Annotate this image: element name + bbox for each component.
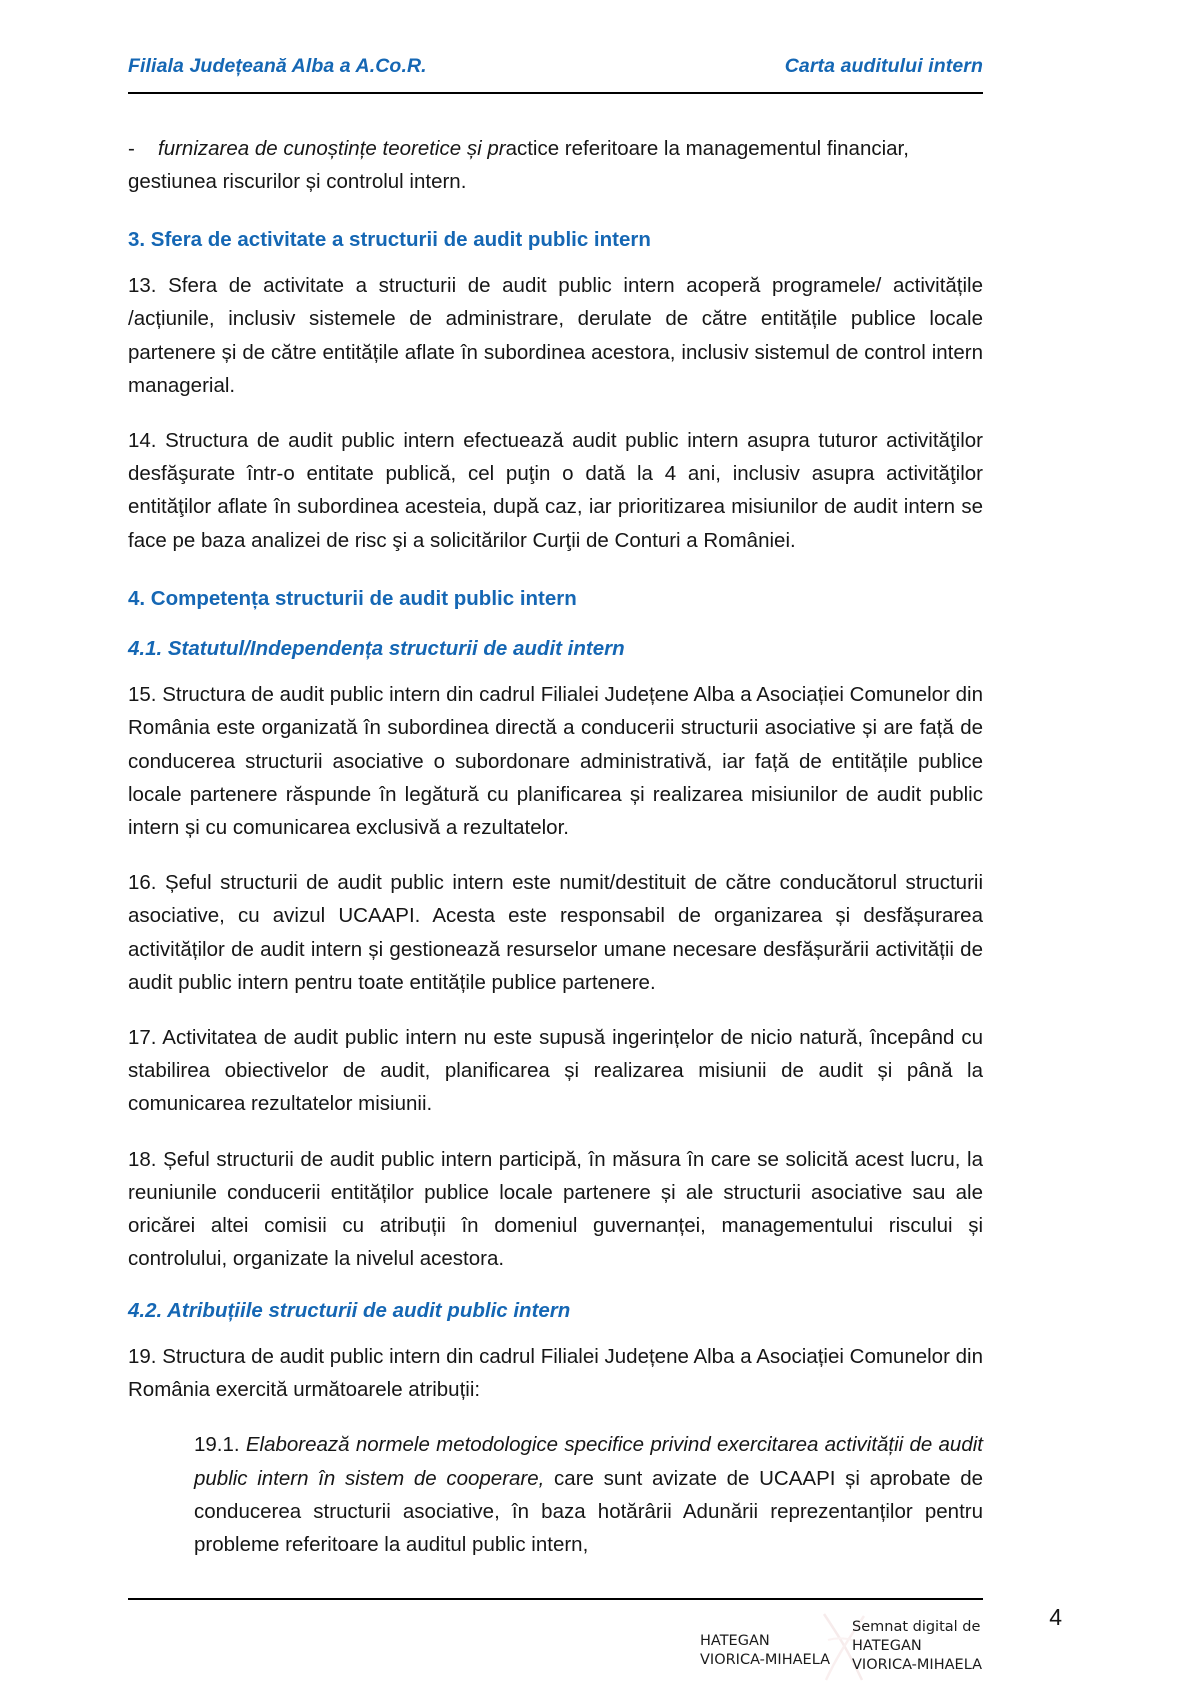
- header-divider: [128, 92, 983, 94]
- bullet-dash-marker: -: [128, 137, 135, 160]
- section-subheading-4-2: 4.2. Atribuțiile structurii de audit public intern: [128, 1299, 571, 1323]
- paragraph-17: 17. Activitatea de audit public intern nu este supusă ingerințelor de nicio natură, începând cu stabilirea obiectivelor de audit, planificarea și realizarea misiunii de audit și până la comunicarea rezultatelor misiunii.: [128, 1025, 983, 1116]
- header-organization-title: Filiala Județeană Alba a A.Co.R.: [128, 55, 427, 77]
- paragraph-18: 18. Șeful structurii de audit public intern participă, în măsura în care se solicită acest lucru, la reuniunile conducerii entităților publice locale partenere și ale structurii asociative sau ale oricărei altei comisii cu atribuții în domeniul guvernanței, managementului riscului și controlului, organizate la nivelul acestora.: [128, 1147, 983, 1271]
- page-header: [128, 55, 983, 78]
- paragraph-19: 19. Structura de audit public intern din cadrul Filialei Județene Alba a Asociației Comunelor din România exercită următoarele atribuții:: [128, 1345, 983, 1402]
- signature-signer-name: [700, 1632, 850, 1670]
- paragraph-16: 16. Șeful structurii de audit public intern este numit/destituit de către conducătorul structurii asociative, cu avizul UCAAPI. Acesta este responsabil de organizarea și desfășurarea activităților de audit intern și gestionează resurselor umane necesare desfășurării activității de audit public intern pentru toate entitățile publice partenere.: [128, 871, 983, 994]
- bullet-list-item: [128, 132, 983, 198]
- bullet-regular-text: actice referitoare la managementul financiar, gestiunea riscurilor și controlul intern.: [128, 137, 909, 194]
- document-body: [128, 132, 983, 1583]
- paragraph-19-1-italic-text: Elaborează normele metodologice specifice privind exercitarea activității de audit public intern în sistem de cooperare,: [194, 1433, 983, 1490]
- signature-detail-line3: VIORICA-MIHAELA: [852, 1657, 983, 1674]
- signature-details: [852, 1618, 1012, 1675]
- page-number: 4: [1049, 1604, 1062, 1630]
- header-document-title: Carta auditului intern: [784, 55, 983, 77]
- paragraph-19-1-regular-text: care sunt avizate de UCAAPI și aprobate de conducerea structurii asociative, în baza hotărârii Adunării reprezentanților pentru probleme referitoare la auditul public intern,: [194, 1466, 984, 1557]
- paragraph-15: 15. Structura de audit public intern din cadrul Filialei Județene Alba a Asociației Comunelor din România este organizată în subordinea directă a conducerii structurii asociative și are față de conducerea structurii asociative o subordonare administrativă, iar față de entitățile publice locale partenere răspunde în legătură cu planificarea și realizarea misiunilor de audit public intern și cu comunicarea exclusivă a rezultatelor.: [128, 683, 983, 839]
- section-subheading-4-1: 4.1. Statutul/Independența structurii de audit intern: [128, 637, 625, 661]
- section-heading-4: 4. Competența structurii de audit public intern: [128, 586, 577, 610]
- footer-divider: [128, 1598, 983, 1600]
- signature-detail-line2: HATEGAN: [852, 1638, 922, 1655]
- signature-signer-name-line1: HATEGAN: [700, 1633, 770, 1649]
- bullet-italic-text: furnizarea de cunoștințe teoretice și pr: [158, 137, 506, 160]
- section-heading-3: 3. Sfera de activitate a structurii de audit public intern: [128, 228, 651, 252]
- signature-detail-line1: Semnat digital de: [852, 1619, 981, 1635]
- paragraph-19-1-number: 19.1.: [194, 1433, 240, 1457]
- signature-signer-name-line2: VIORICA-MIHAELA: [700, 1652, 831, 1669]
- paragraph-13: 13. Sfera de activitate a structurii de audit public intern acoperă programele/ activitățile /acțiunile, inclusiv sistemele de administrare, derulate de către entitățile publice locale partenere și de către entitățile aflate în subordinea acestora, inclusiv sistemul de control intern managerial.: [128, 274, 983, 397]
- digital-signature-block: [700, 1618, 1000, 1680]
- paragraph-14: 14. Structura de audit public intern efectuează audit public intern asupra tuturor activităţilor desfăşurate într-o entitate publică, cel puţin o dată la 4 ani, inclusiv asupra activităţilor entităţilor aflate în subordinea acesteia, după caz, iar prioritizarea misiunilor de audit intern se face pe baza analizei de risc şi a solicitărilor Curţii de Conturi a României.: [128, 428, 983, 552]
- paragraph-19-1: [194, 1428, 983, 1561]
